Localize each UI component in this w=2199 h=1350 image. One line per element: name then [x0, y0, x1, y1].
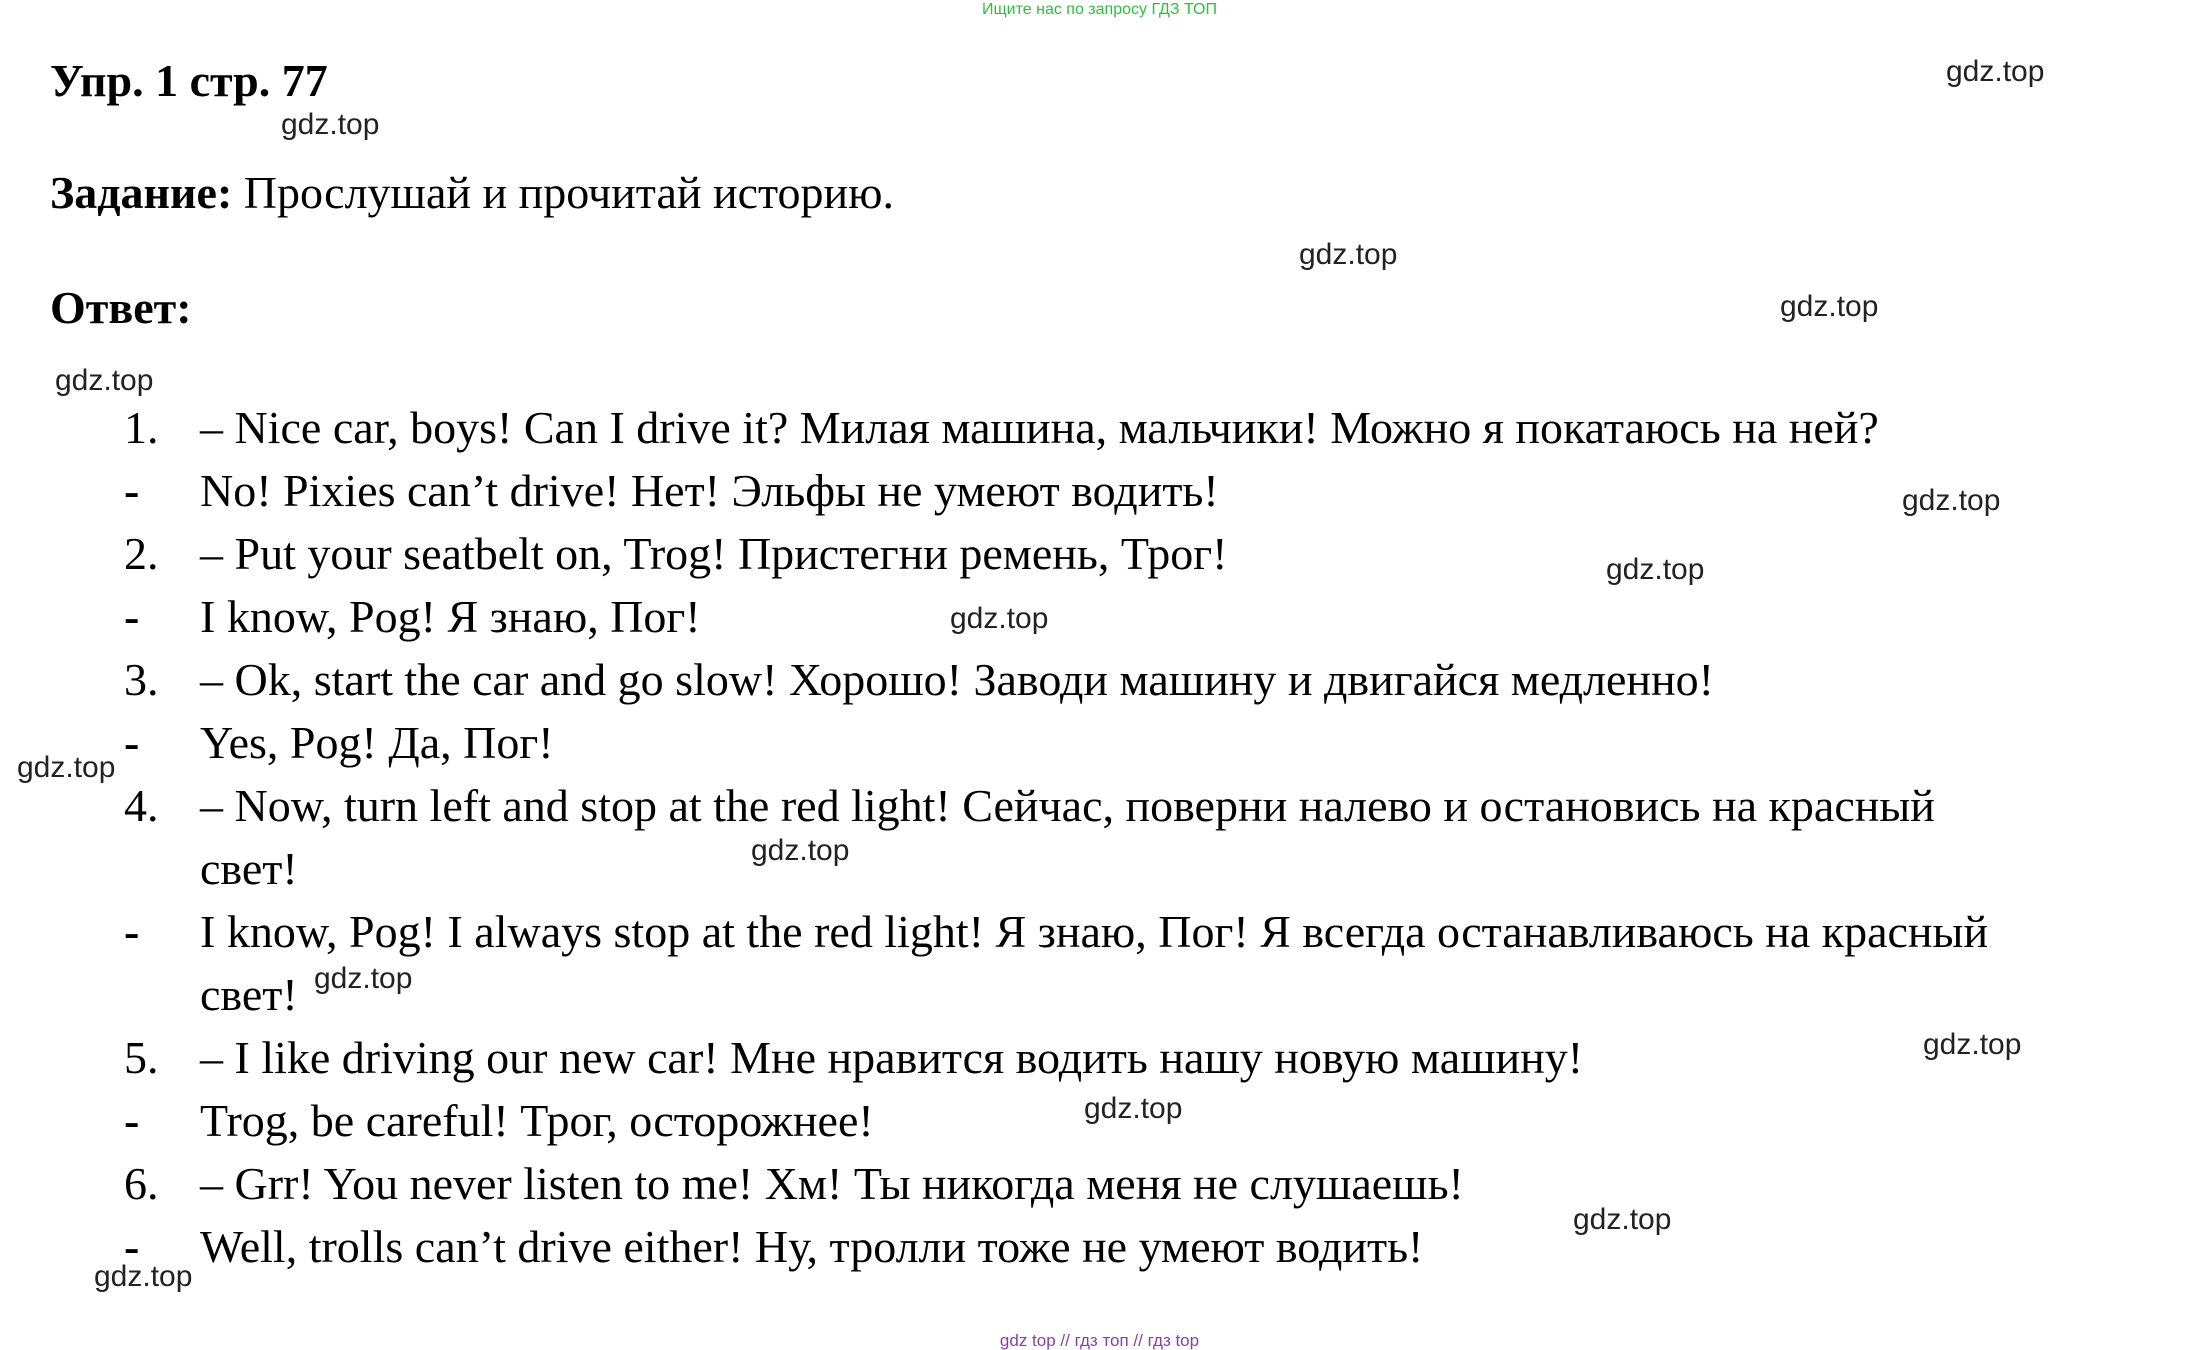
dialogue-line: – Nice car, boys! Can I drive it? Милая машина, мальчики! Можно я покатаюсь на ней?: [200, 402, 1879, 453]
watermark: gdz.top: [55, 364, 154, 397]
line-marker: 6.: [124, 1158, 159, 1209]
dialogue-line: Trog, be careful! Трог, осторожнее!: [200, 1095, 874, 1146]
dialogue-line: – I like driving our new car! Мне нравится водить нашу новую машину!: [200, 1032, 1584, 1083]
answer-label: Ответ:: [50, 282, 192, 333]
dialogue-line: Yes, Pog! Да, Пог!: [200, 717, 554, 768]
watermark: gdz.top: [1606, 553, 1705, 586]
line-marker: 4.: [124, 780, 159, 831]
watermark: gdz.top: [1780, 290, 1879, 323]
watermark: gdz.top: [1902, 484, 2001, 517]
line-marker: 1.: [124, 402, 159, 453]
dialogue-line: No! Pixies can’t drive! Нет! Эльфы не умеют водить!: [200, 465, 1219, 516]
watermark: gdz.top: [950, 602, 1049, 635]
top-banner: Ищите нас по запросу ГДЗ ТОП: [982, 1, 1217, 18]
line-marker: -: [124, 591, 140, 642]
line-marker: -: [124, 1221, 140, 1272]
line-marker: -: [124, 465, 140, 516]
watermark: gdz.top: [1923, 1028, 2022, 1061]
line-marker: -: [124, 906, 140, 957]
watermark: gdz.top: [17, 751, 116, 784]
task-text: Прослушай и прочитай историю.: [232, 167, 894, 218]
line-marker: 3.: [124, 654, 159, 705]
dialogue-line: I know, Pog! I always stop at the red light! Я знаю, Пог! Я всегда останавливаюсь на красный: [200, 906, 1989, 957]
footer-watermark: gdz top // гдз топ // гдз top: [999, 1331, 1200, 1350]
line-marker: -: [124, 1095, 140, 1146]
watermark: gdz.top: [1946, 55, 2045, 88]
dialogue-line-continuation: свет!: [200, 843, 298, 894]
dialogue-line: – Now, turn left and stop at the red light! Сейчас, поверни налево и остановись на красный: [200, 780, 1935, 831]
watermark: gdz.top: [1573, 1203, 1672, 1236]
dialogue-line: – Ok, start the car and go slow! Хорошо! Заводи машину и двигайся медленно!: [200, 654, 1714, 705]
page-title: Упр. 1 стр. 77: [50, 55, 328, 106]
dialogue-line-continuation: свет!: [200, 969, 298, 1020]
watermark: gdz.top: [1084, 1092, 1183, 1125]
dialogue-line: Well, trolls can’t drive either! Ну, тролли тоже не умеют водить!: [200, 1221, 1424, 1272]
task-label: Задание:: [50, 167, 233, 218]
dialogue-line: – Put your seatbelt on, Trog! Пристегни ремень, Трог!: [200, 528, 1228, 579]
line-marker: 2.: [124, 528, 159, 579]
watermark: gdz.top: [751, 834, 850, 867]
dialogue-line: – Grr! You never listen to me! Хм! Ты никогда меня не слушаешь!: [200, 1158, 1464, 1209]
watermark: gdz.top: [281, 108, 380, 141]
watermark: gdz.top: [94, 1260, 193, 1293]
line-marker: -: [124, 717, 140, 768]
task-statement: [50, 167, 894, 218]
watermark: gdz.top: [314, 962, 413, 995]
dialogue-line: I know, Pog! Я знаю, Пог!: [200, 591, 701, 642]
line-marker: 5.: [124, 1032, 159, 1083]
watermark: gdz.top: [1299, 238, 1398, 271]
